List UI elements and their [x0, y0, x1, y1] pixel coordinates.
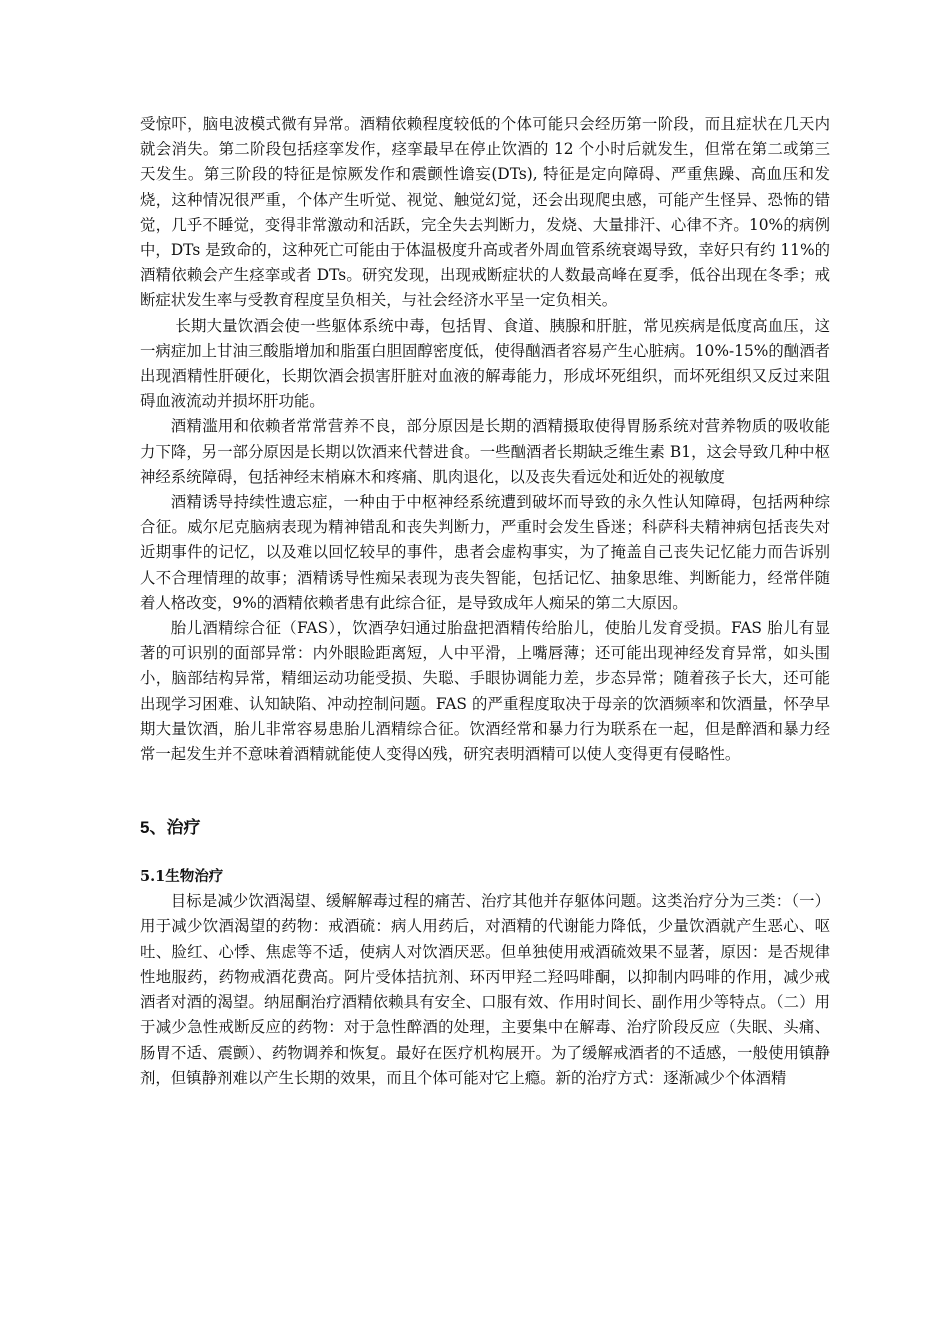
subsection-heading-biological-treatment — [140, 865, 830, 889]
paragraph-withdrawal-stages: 受惊吓，脑电波模式微有异常。酒精依赖程度较低的个体可能只会经历第一阶段，而且症状在几天内就会消失。第二阶段包括痉挛发作，痉挛最早在停止饮酒的 12 个小时后就发生，但常在第二或第三天发生。第三阶段的特征是惊厥发作和震颤性谵妄(DTs), 特征是定向障碍、严重焦躁、高血压和发烧，这种情况很严重，个体产生听觉、视觉、触觉幻觉，还会出现爬虫感，可能产生怪异、恐怖的错觉，几乎不睡觉，变得非常激动和活跃，完全失去判断力，发烧、大量排汗、心律不齐。10%的病例中，DTs 是致命的，这种死亡可能由于体温极度升高或者外周血管系统衰竭导致，幸好只有约 11%的酒精依赖会产生痉挛或者 DTs。研究发现，出现戒断症状的人数最高峰在夏季，低谷出现在冬季；戒断症状发生率与受教育程度呈负相关，与社会经济水平呈一定负相关。 — [140, 115, 830, 310]
section-heading-treatment — [140, 815, 830, 841]
subsection-number: 5.1 — [140, 868, 166, 886]
paragraph-organ-damage: 长期大量饮酒会使一些躯体系统中毒，包括胃、食道、胰腺和肝脏，常见疾病是低度高血压，这一病症加上甘油三酸脂增加和脂蛋白胆固醇密度低，使得酗酒者容易产生心脏病。10%-15%的酗酒者出现酒精性肝硬化，长期饮酒会损害肝脏对血液的解毒能力，形成坏死组织，而坏死组织又反过来阻碍血液流动并损坏肝功能。 — [140, 316, 830, 411]
paragraph-fetal-alcohol-syndrome: 胎儿酒精综合征（FAS），饮酒孕妇通过胎盘把酒精传给胎儿，使胎儿发育受损。FAS 胎儿有显著的可识别的面部异常：内外眼睑距离短，人中平滑，上嘴唇薄；还可能出现神经发育异常，如头围小，脑部结构异常，精细运动功能受损、失聪、手眼协调能力差，步态异常；随着孩子长大，还可能出现学习困难、认知缺陷、冲动控制问题。FAS 的严重程度取决于母亲的饮酒频率和饮酒量，怀孕早期大量饮酒，胎儿非常容易患胎儿酒精综合征。饮酒经常和暴力行为联系在一起，但是醉酒和暴力经常一起发生并不意味着酒精就能使人变得凶残，研究表明酒精可以使人变得更有侵略性。 — [140, 619, 830, 764]
section-number: 5 — [140, 818, 150, 838]
paragraph-amnestic-disorder: 酒精诱导持续性遗忘症，一种由于中枢神经系统遭到破坏而导致的永久性认知障碍，包括两种综合征。威尔尼克脑病表现为精神错乱和丧失判断力，严重时会发生昏迷；科萨科夫精神病包括丧失对近期事件的记忆，以及难以回忆较早的事件，患者会虚构事实，为了掩盖自己丧失记忆能力而告诉别人不合理情理的故事；酒精诱导性痴呆表现为丧失智能，包括记忆、抽象思维、判断能力，经常伴随着人格改变，9%的酒精依赖者患有此综合征，是导致成年人痴呆的第二大原因。 — [140, 493, 830, 612]
paragraph-malnutrition: 酒精滥用和依赖者常常营养不良，部分原因是长期的酒精摄取使得胃肠系统对营养物质的吸收能力下降，另一部分原因是长期以饮酒来代替进食。一些酗酒者长期缺乏维生素 B1，这会导致几种中枢神经系统障碍，包括神经末梢麻木和疼痛、肌肉退化，以及丧失看远处和近处的视敏度 — [140, 417, 830, 486]
paragraph-biological-treatment: 目标是减少饮酒渴望、缓解解毒过程的痛苦、治疗其他并存躯体问题。这类治疗分为三类：（一）用于减少饮酒渴望的药物：戒酒硫：病人用药后，对酒精的代谢能力降低，少量饮酒就产生恶心、呕吐、脸红、心悸、焦虑等不适，使病人对饮酒厌恶。但单独使用戒酒硫效果不显著，原因：是否规律性地服药，药物戒酒花费高。阿片受体拮抗剂、环丙甲羟二羟吗啡酮，以抑制内吗啡的作用，减少戒酒者对酒的渴望。纳屈酮治疗酒精依赖具有安全、口服有效、作用时间长、副作用少等特点。（二）用于减少急性戒断反应的药物：对于急性醉酒的处理，主要集中在解毒、治疗阶段反应（失眠、头痛、肠胃不适、震颤）、药物调养和恢复。最好在医疗机构展开。为了缓解戒酒者的不适感，一般使用镇静剂，但镇静剂难以产生长期的效果，而且个体可能对它上瘾。新的治疗方式：逐渐减少个体酒精 — [140, 892, 830, 1087]
document-page — [140, 112, 830, 1091]
subsection-title: 生物治疗 — [165, 868, 224, 886]
section-title: 、治疗 — [149, 818, 201, 839]
